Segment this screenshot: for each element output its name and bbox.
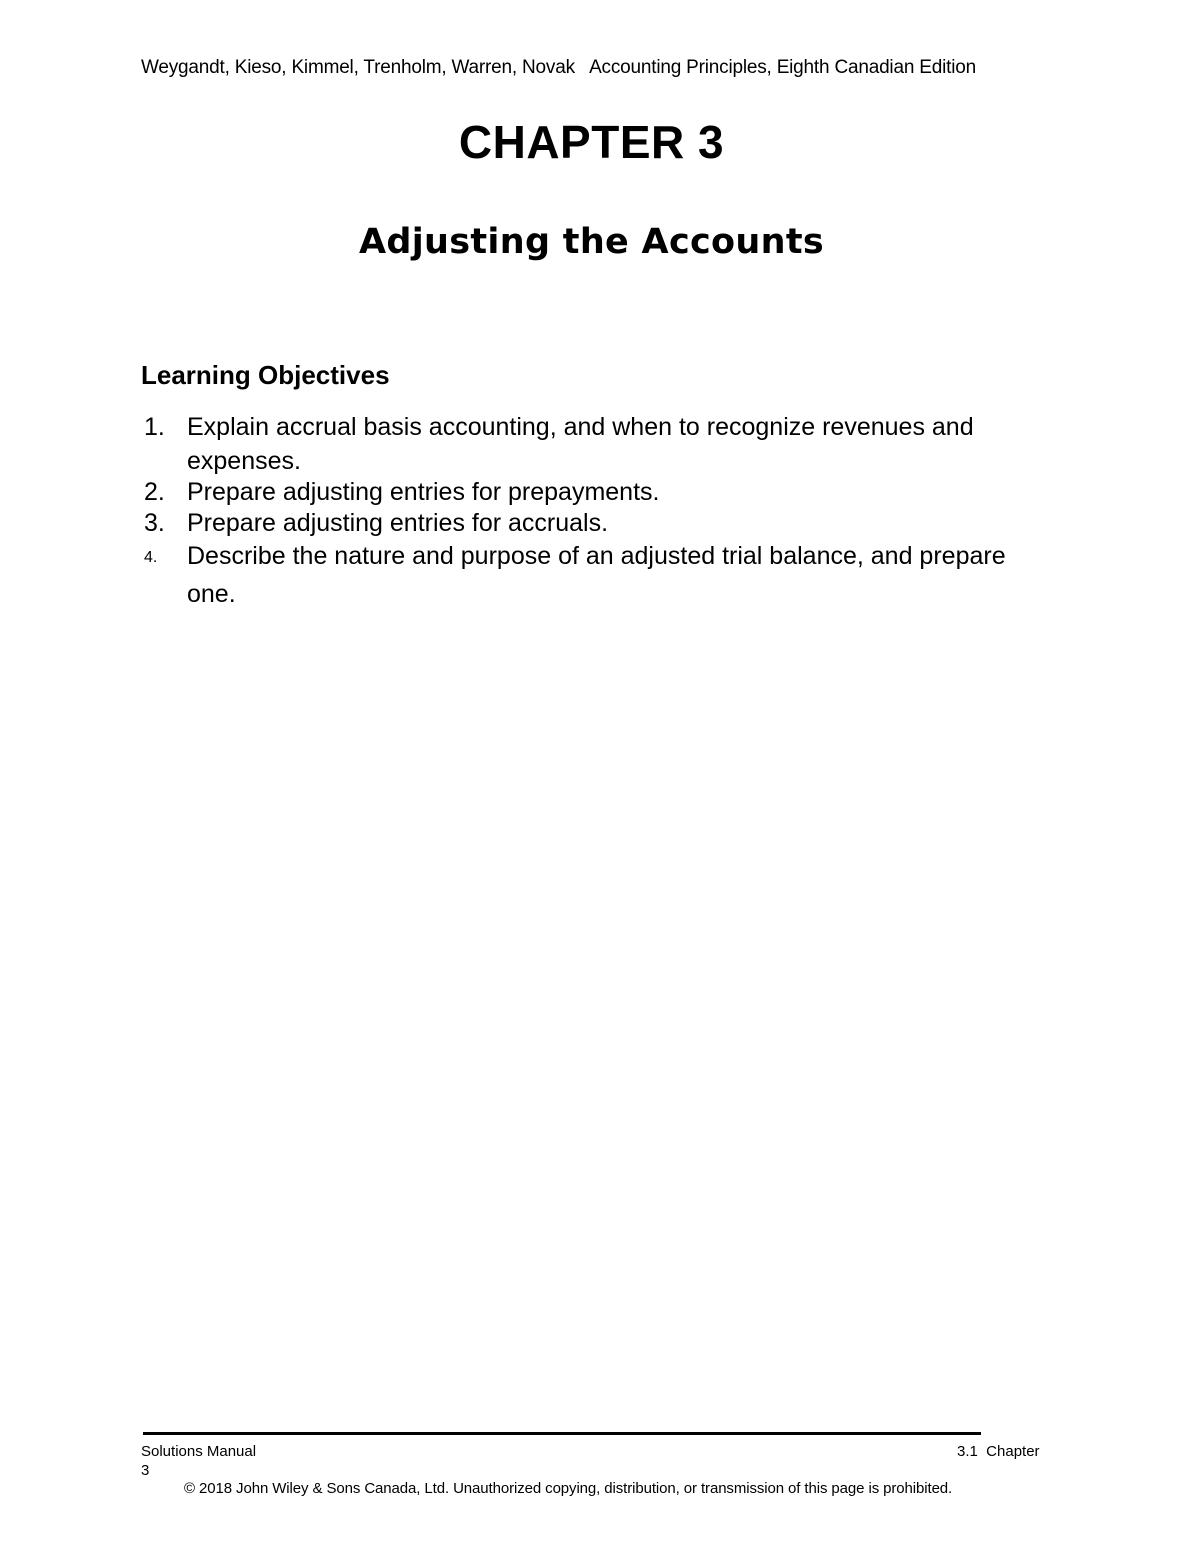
learning-objectives-list [144,410,1044,610]
objective-text: Describe the nature and purpose of an adjusted trial balance, and prepare one. [187,542,1006,608]
objective-number: 2. [144,478,165,506]
objective-number: 3. [144,509,165,537]
objective-number: 4. [144,549,158,566]
objective-item [144,506,1044,540]
chapter-title: CHAPTER 3 [458,116,725,168]
running-header: Weygandt, Kieso, Kimmel, Trenholm, Warren, Novak Accounting Principles, Eighth Canadian Edition [141,57,976,78]
learning-objectives-heading: Learning Objectives [141,360,390,390]
footer-left-label: Solutions Manual [141,1443,257,1460]
objective-text: Prepare adjusting entries for accruals. [187,509,609,537]
objective-item [144,410,1044,478]
objective-item [144,537,1044,613]
chapter-subtitle: Adjusting the Accounts [359,222,824,262]
objective-item [144,475,1044,509]
objective-number: 1. [144,413,165,441]
footer-rule [143,1432,981,1435]
footer-copyright: © 2018 John Wiley & Sons Canada, Ltd. Unauthorized copying, distribution, or transmission of this page is prohibited. [184,1480,953,1497]
footer-page-label: 3.1 Chapter [957,1443,1040,1460]
objective-text: Prepare adjusting entries for prepayments. [187,478,660,506]
footer-page-wrap: 3 [141,1462,150,1479]
objective-text: Explain accrual basis accounting, and when to recognize revenues and expenses. [187,413,974,475]
